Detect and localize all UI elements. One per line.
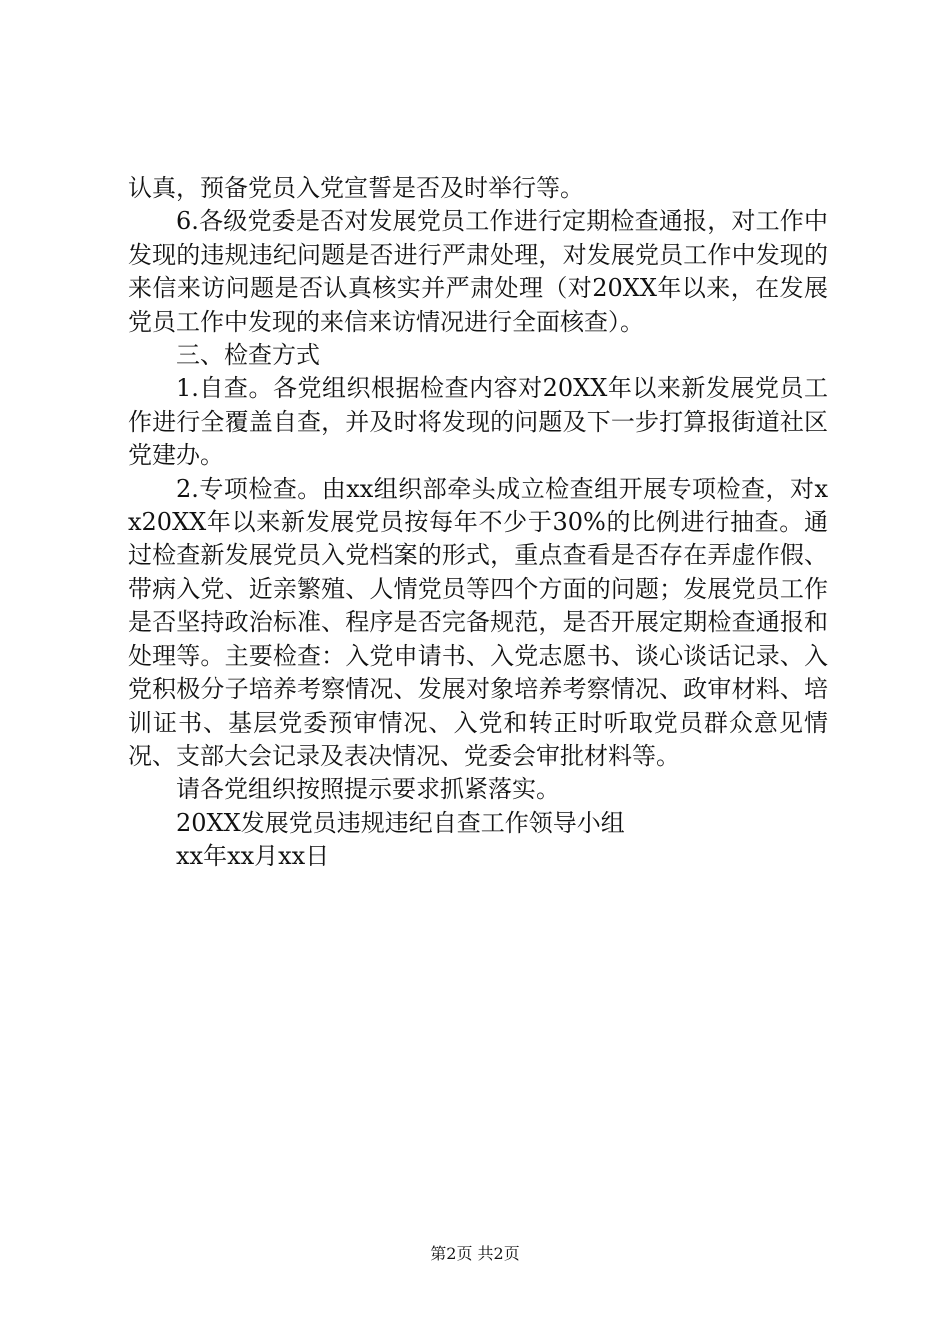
signature-group-name: 20XX发展党员违规违纪自查工作领导小组	[176, 808, 625, 837]
paragraph-item-6: 6.各级党委是否对发展党员工作进行定期检查通报，对工作中发现的违规违纪问题是否进行严肃处理，对发展党员工作中发现的来信来访问题是否认真核实并严肃处理（对20XX年以来，在发展党员工作中发现的来信来访情况进行全面核查）。	[128, 207, 828, 336]
page-number-footer: 第2页 共2页	[430, 1244, 520, 1263]
paragraph-special-inspection: 2.专项检查。由xx组织部牵头成立检查组开展专项检查，对xx20XX年以来新发展党员按每年不少于30%的比例进行抽查。通过检查新发展党员入党档案的形式，重点查看是否存在弄虚作假、带病入党、近亲繁殖、人情党员等四个方面的问题；发展党员工作是否坚持政治标准、程序是否完备规范，是否开展定期检查通报和处理等。主要检查：入党申请书、入党志愿书、谈心谈话记录、入党积极分子培养考察情况、发展对象培养考察情况、政审材料、培训证书、基层党委预审情况、入党和转正时听取党员群众意见情况、支部大会记录及表决情况、党委会审批材料等。	[128, 474, 828, 770]
paragraph-self-inspection: 1.自查。各党组织根据检查内容对20XX年以来新发展党员工作进行全覆盖自查，并及时将发现的问题及下一步打算报街道社区党建办。	[128, 374, 828, 470]
document-body	[128, 172, 828, 874]
section-heading-inspection-method: 三、检查方式	[176, 341, 320, 370]
signature-date: xx年xx月xx日	[176, 842, 330, 871]
paragraph-closing-request: 请各党组织按照提示要求抓紧落实。	[176, 775, 560, 804]
paragraph-continuation: 认真，预备党员入党宣誓是否及时举行等。	[128, 174, 584, 202]
